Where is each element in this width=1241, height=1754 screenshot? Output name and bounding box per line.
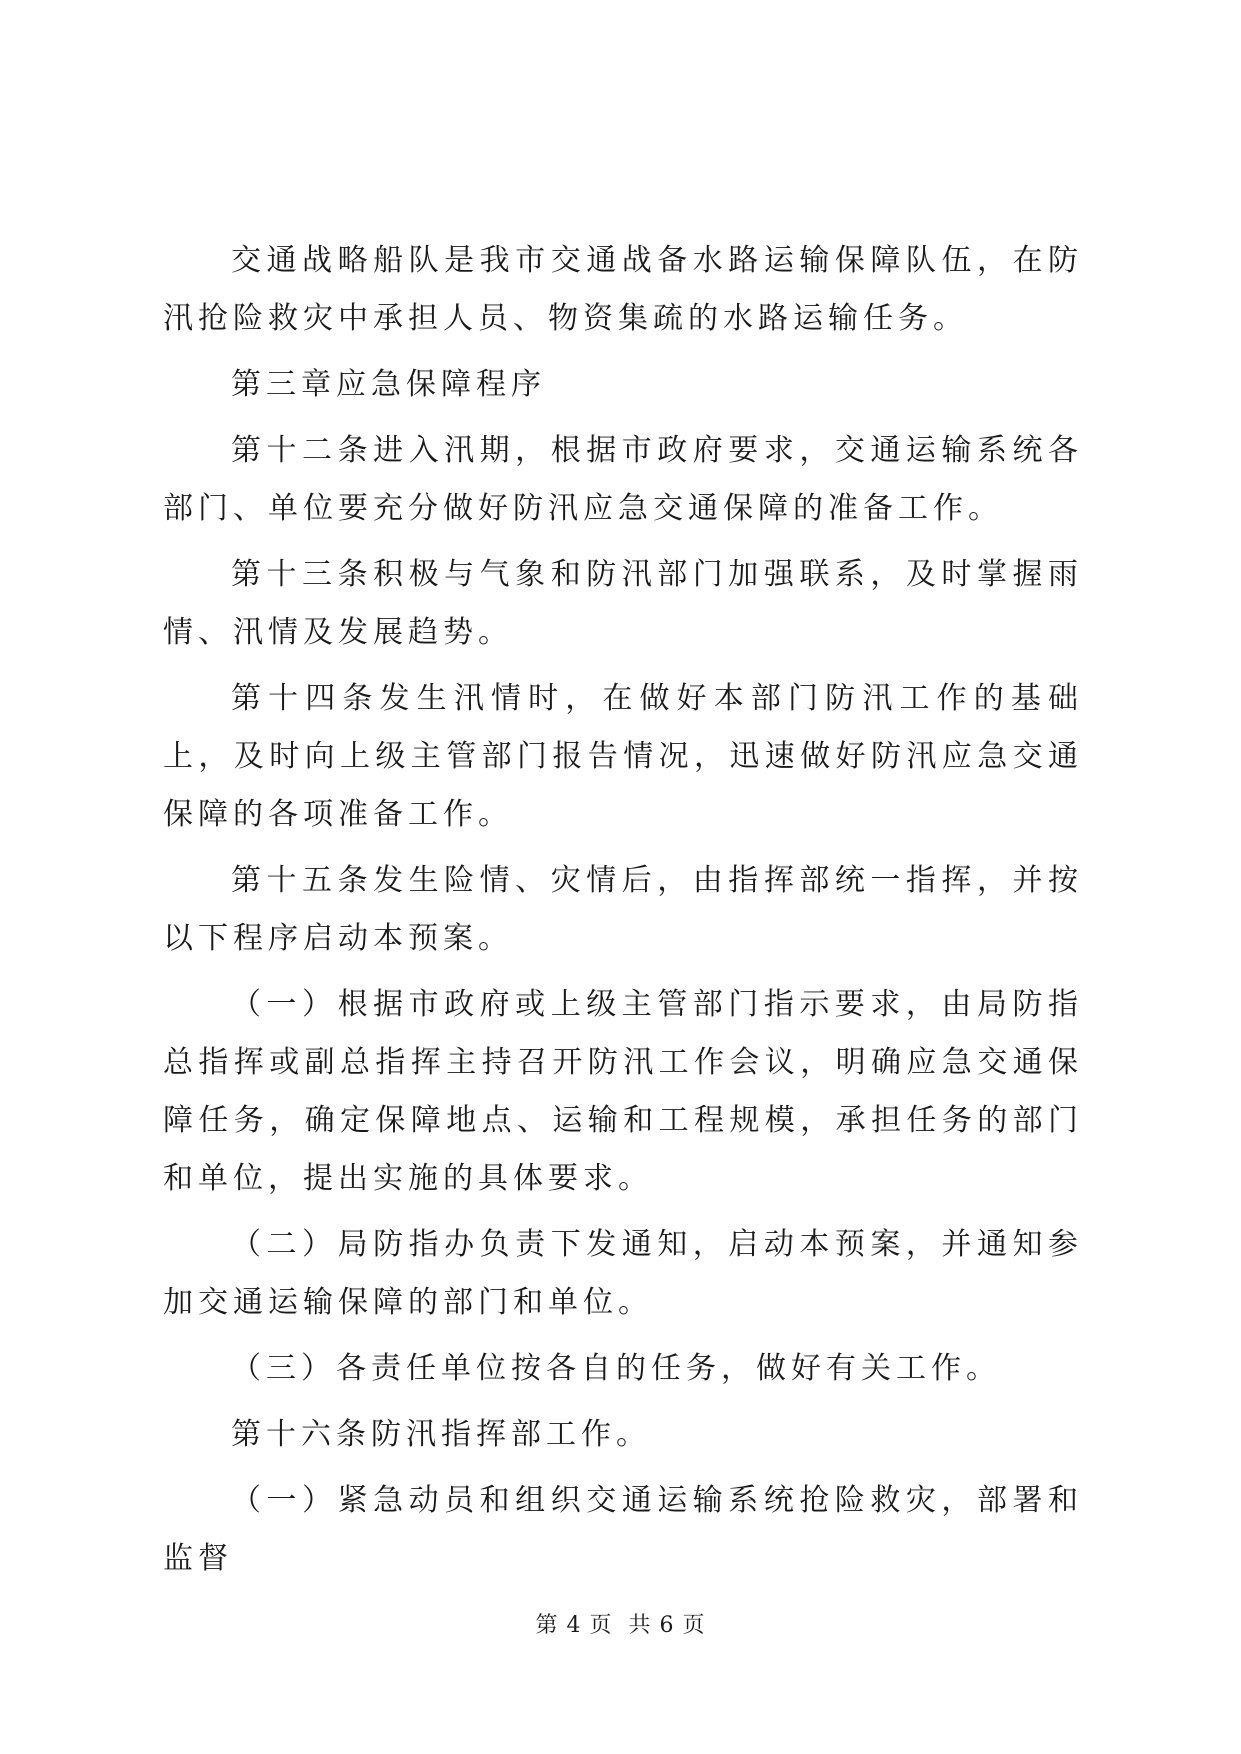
article-15-item-1: （一）根据市政府或上级主管部门指示要求，由局防指总指挥或副总指挥主持召开防汛工作会议，明确应急交通保障任务，确定保障地点、运输和工程规模，承担任务的部门和单位，提出实施的具体要求。 xyxy=(163,987,1083,1196)
document-body xyxy=(163,232,1083,1596)
article-12: 第十二条进入汛期，根据市政府要求，交通运输系统各部门、单位要充分做好防汛应急交通保障的准备工作。 xyxy=(163,433,1083,526)
article-15: 第十五条发生险情、灾情后，由指挥部统一指挥，并按以下程序启动本预案。 xyxy=(163,863,1083,956)
chapter-heading: 第三章应急保障程序 xyxy=(231,367,546,402)
paragraph-strategic-fleet: 交通战略船队是我市交通战备水路运输保障队伍，在防汛抢险救灾中承担人员、物资集疏的水路运输任务。 xyxy=(163,243,1083,336)
article-14: 第十四条发生汛情时，在做好本部门防汛工作的基础上，及时向上级主管部门报告情况，迅速做好防汛应急交通保障的各项准备工作。 xyxy=(163,681,1083,832)
article-16: 第十六条防汛指挥部工作。 xyxy=(231,1417,651,1452)
page-footer xyxy=(0,1608,1241,1639)
article-13: 第十三条积极与气象和防汛部门加强联系，及时掌握雨情、汛情及发展趋势。 xyxy=(163,557,1083,650)
article-15-item-2: （二）局防指办负责下发通知，启动本预案，并通知参加交通运输保障的部门和单位。 xyxy=(163,1227,1083,1320)
page-number: 第 4 页 共 6 页 xyxy=(535,1613,706,1638)
article-15-item-3: （三）各责任单位按各自的任务，做好有关工作。 xyxy=(231,1351,1001,1386)
article-16-item-1: （一）紧急动员和组织交通运输系统抢险救灾，部署和监督 xyxy=(163,1483,1083,1576)
